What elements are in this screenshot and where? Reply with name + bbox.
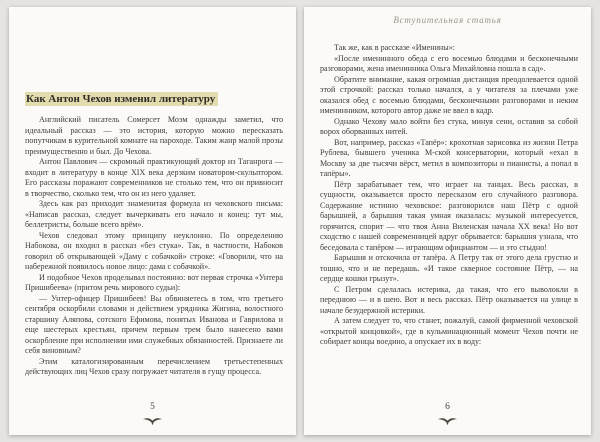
quote-paragraph: «После именинного обеда с его восемью блюдами и бесконечными разговорами, жена именинника Ольга Михайловна пошла в сад».	[320, 53, 578, 73]
page-number: 5	[150, 402, 155, 412]
left-page-footer	[9, 402, 296, 431]
paragraph: Здесь как раз приходит знаменитая формула из чеховского письма: «Написав рассказ, следует вычеркивать его начало и конец: тут мы, беллетристы, больше всего врём».	[25, 199, 283, 229]
right-page	[304, 7, 591, 435]
paragraph: Антон Павлович — скромный практикующий доктор из Таганрога — входит в литературу в конце XIX века дерзким новатором-скульптором. Его рассказы поражают современников не столько тем, что он привносит в творчество, сколько тем, что он из него удаляет.	[25, 157, 283, 198]
page-number: 6	[445, 402, 450, 412]
paragraph: Обратите внимание, какая огромная дистанция преодолевается одной этой строчкой: рассказ только начался, а у читателя за плечами уже оказался обед с восемью блюдами, бесконечными разговорами и неким именинником, которого автор даже не ввел в кадр.	[320, 74, 578, 115]
paragraph: Так же, как в рассказе «Именины»:	[334, 43, 455, 52]
bird-ornament-icon	[142, 417, 163, 426]
paragraph: Вот, например, рассказ «Тапёр»: крохотная зарисовка из жизни Петра Рублева, бывшего ученика М-ской консерватории, который «ехал в Москву за две тысячи вёрст, метил в композиторы и пианисты, а попал в тапёры».	[320, 137, 578, 178]
paragraph: Чехов следовал этому принципу неуклонно. По определению Набокова, он входил в рассказ «без стука». Так, в частности, Набоков говорил об открывающей «Даму с собачкой» строке: «Говорили, что на набережной появилось новое лицо: дама с собачкой».	[25, 230, 283, 271]
paragraph: С Петром сделалась истерика, да такая, что его выволокли в переднюю — и в шею. Вот и весь рассказ. Пётр оказывается на улице в начале безудержной истерики.	[320, 284, 578, 315]
right-page-text-column	[320, 43, 578, 403]
paragraph: Этим каталогизированным перечислением третьестепенных действующих лиц Чехов сразу погружает читателя в гущу процесса.	[25, 356, 283, 376]
paragraph: А затем следует то, что станет, пожалуй, самой фирменной чеховской «открытой концовкой», где в кульминационный момент Чехов почти не собирает концы воедино, а опускает их в воду:	[320, 316, 578, 346]
paragraph: Английский писатель Сомерсет Моэм однажды заметил, что идеальный рассказ — это история, которую можно пересказать попутчикам в курительной комнате на пароходе. Таким жанр малой прозы преимущественно и был. До Чехова.	[25, 115, 283, 156]
chapter-title	[25, 91, 283, 107]
chapter-top-margin	[25, 7, 283, 91]
chapter-title-highlight: Как Антон Чехов изменил литературу	[25, 92, 218, 106]
left-page	[9, 7, 296, 435]
paragraph: И подобное Чехов проделывал постоянно: вот первая строчка «Унтера Пришибеева» (притом речь мирового судьи):	[25, 272, 283, 292]
right-page-footer	[304, 402, 591, 431]
paragraph: Однако Чехову мало войти без стука, минуя сени, оставив за собой ворох оборванных нитей.	[320, 116, 578, 136]
paragraph: Барышня и отскочила от тапёра. А Петру так от этого дела грустно и тошно, что и не передашь. «И такое скверное состояние Пётр, — на сердце кошки грызут».	[320, 253, 578, 283]
running-header: Вступительная статья	[393, 15, 502, 25]
left-page-text-column	[25, 7, 283, 403]
bird-ornament-icon	[437, 417, 458, 426]
paragraph: Пётр зарабатывает тем, что играет на танцах. Весь рассказ, в сущности, оказывается просто пересказом его случайного разговора. Содержание истинно чеховское: разговорился наш Пётр с одной барышней, а барышня такая умная оказалась: музыкой интересуется, горячится, спорит — что твоя Анна Виленская начала XX века! Но вот сходство с нашей современницей вдруг обрывается: барышня узнала, что беседовала с тапёром — играющим официантом — и это стыдно!	[320, 179, 578, 252]
quote-paragraph: — Унтер-офицер Пришибеев! Вы обвиняетесь в том, что третьего сентября оскорбили словами и действием урядника Жигина, волостного старшину Аляпова, сотского Ефимова, понятых Иванова и Гаврилова и еще шестерых крестьян, причем первым трем было нанесено вами оскорбление при исполнении ими служебных обязанностей. Признаете ли себя виновным?	[25, 293, 283, 355]
